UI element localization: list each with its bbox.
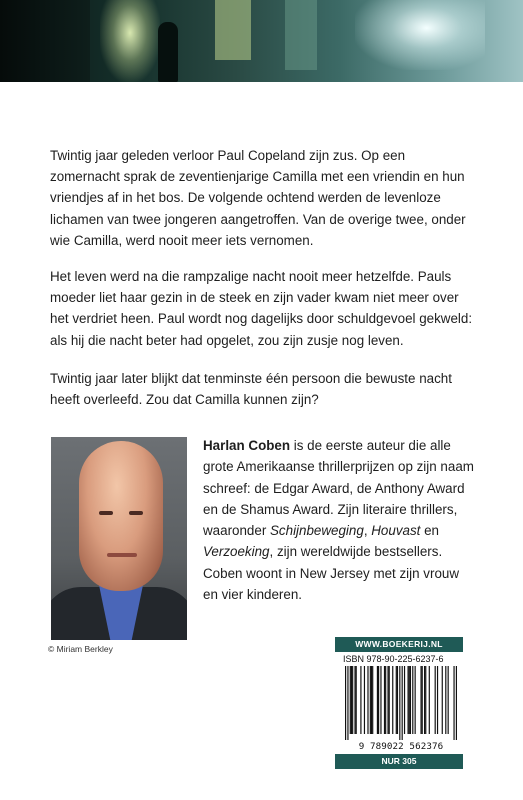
barcode-bar [425, 666, 426, 734]
barcode [345, 666, 457, 740]
bio-sep-2: en [420, 523, 440, 539]
bio-text-2: , zijn wereldwijde bestsellers. Coben woont in New Jersey met zijn vrouw en vier kinderen. [203, 544, 460, 603]
cover-top-photo [0, 0, 523, 82]
barcode-bar [424, 666, 425, 734]
barcode-bar [372, 666, 373, 734]
barcode-bar [397, 666, 398, 734]
author-eye-right [129, 511, 143, 515]
silhouette-figure [158, 22, 178, 82]
blurb-paragraph-3: Twintig jaar later blijkt dat tenminste één persoon die bewuste nacht heeft overleefd. Zou dat Camilla kunnen zijn? [50, 371, 452, 408]
barcode-bar [442, 666, 443, 734]
barcode-bar [370, 666, 371, 734]
nur-code: NUR 305 [335, 754, 463, 769]
barcode-bar [392, 666, 393, 734]
barcode-bar [404, 666, 405, 734]
barcode-bar [345, 666, 346, 740]
author-eye-left [99, 511, 113, 515]
book-title-1: Schijnbeweging [270, 523, 364, 539]
photo-credit: © Miriam Berkley [48, 644, 113, 654]
author-mouth [107, 553, 137, 557]
author-name: Harlan Coben [203, 438, 291, 453]
barcode-bar [384, 666, 385, 734]
barcode-bar [448, 666, 449, 734]
blurb-paragraph-2: Het leven werd na die rampzalige nacht nooit meer hetzelfde. Pauls moeder liet haar gezin in de steek en zijn vader kwam niet meer over het verdriet heen. Paul wordt nog dagelijks door schuldgevoel gekweld: als hij die nacht beter had opgelet, zou zijn zusje nog leven. [50, 269, 473, 348]
barcode-bar [415, 666, 416, 734]
publisher-website: WWW.BOEKERIJ.NL [335, 637, 463, 652]
barcode-bar [402, 666, 403, 740]
barcode-bar [399, 666, 400, 740]
barcode-bar [407, 666, 408, 734]
blurb-paragraph-1: Twintig jaar geleden verloor Paul Copeland zijn zus. Op een zomernacht sprak de zeventienjarige Camilla met een vriendin en hun vriendjes af in het bos. De volgende ochtend werden de levenloze lichamen van twee jongeren aangetroffen. Van de overige twee, onder wie Camilla, werd nooit meer iets vernomen. [50, 148, 466, 248]
window-light-2 [285, 0, 317, 70]
barcode-bar [445, 666, 446, 734]
book-title-2: Houvast [371, 523, 421, 539]
lit-window-glow [100, 0, 160, 82]
barcode-bar [456, 666, 457, 740]
author-head [79, 441, 163, 591]
barcode-bar [412, 666, 413, 734]
barcode-bar [422, 666, 423, 734]
barcode-bar [378, 666, 379, 734]
barcode-bar [409, 666, 410, 734]
barcode-bar [389, 666, 390, 734]
barcode-bar [352, 666, 353, 734]
barcode-bar [371, 666, 372, 734]
author-bio [203, 435, 475, 605]
barcode-bar [385, 666, 386, 734]
barcode-bar [367, 666, 368, 734]
barcode-number: 9 789022 562376 [358, 741, 444, 752]
bio-text-1: is de eerste auteur die alle grote Amerikaanse thrillerprijzen op zijn naam schreef: de Edgar Award, de Anthony Award en de Shamus Award. Zijn literaire thrillers, waaronder [203, 438, 474, 539]
barcode-bar [437, 666, 438, 734]
barcode-bar [435, 666, 436, 734]
bright-light-glow [355, 0, 485, 70]
author-photo [51, 437, 187, 640]
barcode-bar [387, 666, 388, 734]
barcode-bar [350, 666, 351, 734]
barcode-bar [410, 666, 411, 734]
barcode-bar [364, 666, 365, 734]
bio-sep-1: , [363, 523, 372, 539]
barcode-bar [377, 666, 378, 734]
barcode-bar [354, 666, 355, 734]
dark-trees [0, 0, 90, 82]
barcode-bar [360, 666, 361, 734]
barcode-bar [347, 666, 348, 740]
barcode-bar [420, 666, 421, 734]
barcode-bar [396, 666, 397, 734]
barcode-bar [356, 666, 357, 734]
barcode-bar [351, 666, 352, 734]
book-title-3: Verzoeking [203, 544, 270, 560]
window-light [215, 0, 251, 60]
barcode-bar [453, 666, 454, 740]
isbn-label: ISBN 978-90-225-6237-6 [343, 654, 444, 664]
barcode-area [335, 666, 463, 752]
barcode-bar [380, 666, 381, 734]
barcode-bar [429, 666, 430, 734]
